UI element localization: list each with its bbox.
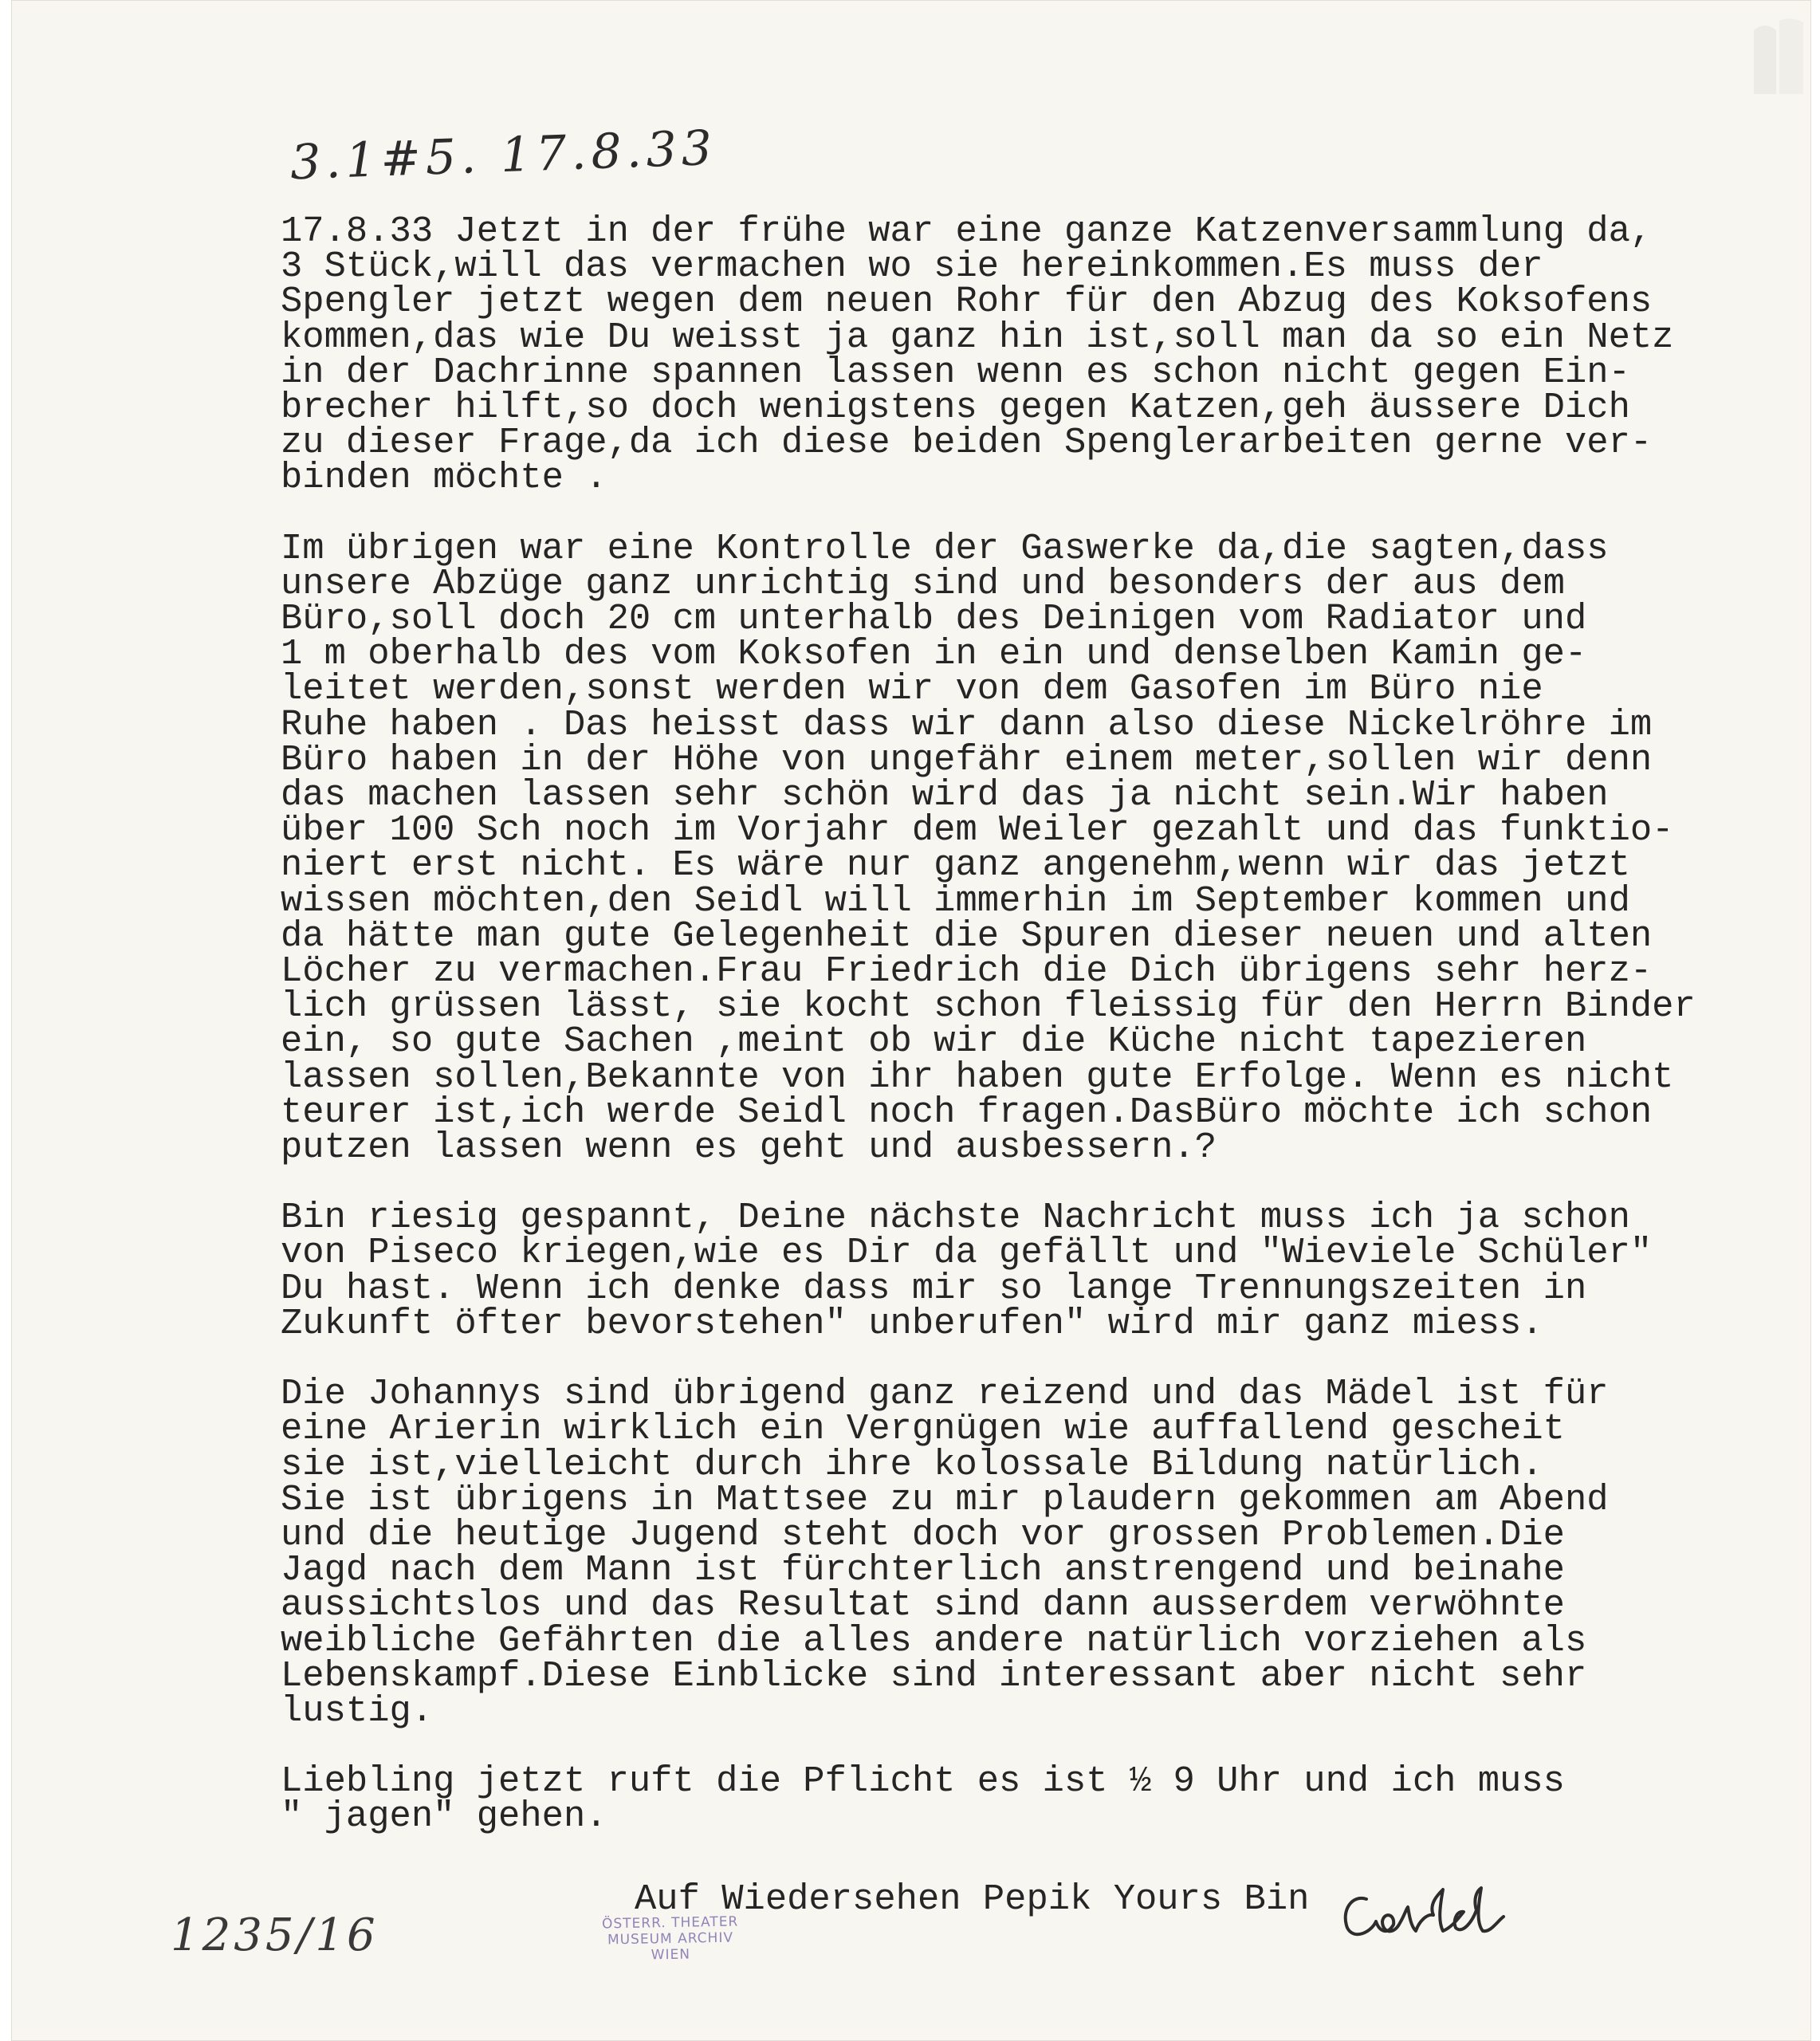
stamp-line: ÖSTERR. THEATER bbox=[601, 1913, 739, 1933]
text-line: Zukunft öfter bevorstehen" unberufen" wird mir ganz miess. bbox=[281, 1302, 1543, 1344]
text-line: Jagd nach dem Mann ist fürchterlich anstrengend und beinahe bbox=[281, 1549, 1565, 1591]
text-line: lassen sollen,Bekannte von ihr haben gute Erfolge. Wenn es nicht bbox=[281, 1056, 1674, 1098]
text-line: 17.8.33 Jetzt in der frühe war eine ganze Katzenversammlung da, bbox=[281, 210, 1653, 252]
text-line: zu dieser Frage,da ich diese beiden Spenglerarbeiten gerne ver- bbox=[281, 422, 1653, 464]
text-line: von Piseco kriegen,wie es Dir da gefällt und "Wieviele Schüler" bbox=[281, 1232, 1653, 1274]
text-line: lich grüssen lässt, sie kocht schon fleissig für den Herrn Binder bbox=[281, 985, 1696, 1028]
text-line: teurer ist,ich werde Seidl noch fragen.DasBüro möchte ich schon bbox=[281, 1091, 1653, 1133]
text-line: niert erst nicht. Es wäre nur ganz angenehm,wenn wir das jetzt bbox=[281, 844, 1630, 887]
text-line: Sie ist übrigens in Mattsee zu mir plaudern gekommen am Abend bbox=[281, 1478, 1609, 1520]
text-line: und die heutige Jugend steht doch vor grossen Problemen.Die bbox=[281, 1513, 1565, 1555]
text-line: " jagen" gehen. bbox=[281, 1795, 607, 1838]
museum-stamp bbox=[554, 1913, 786, 1964]
archive-reference-top: 3.1#5. 17.8.33 bbox=[289, 120, 718, 191]
text-line: das machen lassen sehr schön wird das ja nicht sein.Wir haben bbox=[281, 774, 1609, 816]
text-line: Ruhe haben . Das heisst dass wir dann also diese Nickelröhre im bbox=[281, 703, 1653, 745]
text-line: Lebenskampf.Diese Einblicke sind interessant aber nicht sehr bbox=[281, 1654, 1587, 1697]
text-line: eine Arierin wirklich ein Vergnügen wie auffallend gescheit bbox=[281, 1408, 1565, 1450]
closing-line: Auf Wiedersehen Pepik Yours Bin bbox=[635, 1878, 1310, 1920]
text-line: Liebling jetzt ruft die Pflicht es ist ½ 9 Uhr und ich muss bbox=[281, 1760, 1565, 1803]
text-line: über 100 Sch noch im Vorjahr dem Weiler gezahlt und das funktio- bbox=[281, 809, 1674, 851]
text-line: Löcher zu vermachen.Frau Friedrich die Dich übrigens sehr herz- bbox=[281, 950, 1653, 993]
letter-body bbox=[281, 210, 1795, 1870]
stamp-line: WIEN bbox=[651, 1946, 691, 1964]
text-line: Im übrigen war eine Kontrolle der Gaswerke da,die sagten,dass bbox=[281, 527, 1609, 569]
text-line: Büro haben in der Höhe von ungefähr einem meter,sollen wir denn bbox=[281, 738, 1653, 781]
text-line: Büro,soll doch 20 cm unterhalb des Deinigen vom Radiator und bbox=[281, 598, 1587, 640]
paragraph-3 bbox=[281, 1197, 1795, 1344]
paragraph-4 bbox=[281, 1373, 1795, 1732]
text-line: Spengler jetzt wegen dem neuen Rohr für den Abzug des Koksofens bbox=[281, 281, 1653, 323]
text-line: ein, so gute Sachen ,meint ob wir die Küche nicht tapezieren bbox=[281, 1020, 1587, 1063]
paragraph-5 bbox=[281, 1760, 1795, 1838]
text-line: in der Dachrinne spannen lassen wenn es schon nicht gegen Ein- bbox=[281, 351, 1630, 393]
text-line: unsere Abzüge ganz unrichtig sind und besonders der aus dem bbox=[281, 562, 1565, 604]
text-line: binden möchte . bbox=[281, 457, 607, 499]
text-line: putzen lassen wenn es geht und ausbessern.? bbox=[281, 1127, 1217, 1169]
letter-sheet bbox=[11, 0, 1811, 2041]
text-line: weibliche Gefährten die alles andere natürlich vorziehen als bbox=[281, 1619, 1587, 1662]
archive-reference-bottom: 1235/16 bbox=[171, 1909, 379, 1961]
text-line: Bin riesig gespannt, Deine nächste Nachricht muss ich ja schon bbox=[281, 1197, 1630, 1239]
text-line: 3 Stück,will das vermachen wo sie hereinkommen.Es muss der bbox=[281, 246, 1543, 288]
text-line: Du hast. Wenn ich denke dass mir so lange Trennungszeiten in bbox=[281, 1267, 1587, 1309]
text-line: lustig. bbox=[281, 1689, 434, 1732]
text-line: da hätte man gute Gelegenheit die Spuren dieser neuen und alten bbox=[281, 914, 1653, 957]
text-line: sie ist,vielleicht durch ihre kolossale Bildung natürlich. bbox=[281, 1443, 1543, 1485]
text-line: brecher hilft,so doch wenigstens gegen Katzen,geh äussere Dich bbox=[281, 387, 1630, 429]
text-line: kommen,das wie Du weisst ja ganz hin ist,soll man da so ein Netz bbox=[281, 316, 1674, 358]
text-line: aussichtslos und das Resultat sind dann ausserdem verwöhnte bbox=[281, 1584, 1565, 1626]
stamp-line: MUSEUM ARCHIV bbox=[607, 1929, 734, 1949]
text-line: 1 m oberhalb des vom Koksofen in ein und denselben Kamin ge- bbox=[281, 633, 1587, 675]
text-line: leitet werden,sonst werden wir von dem Gasofen im Büro nie bbox=[281, 668, 1543, 710]
text-line: wissen möchten,den Seidl will immerhin im September kommen und bbox=[281, 879, 1630, 922]
fold-mark bbox=[1751, 14, 1806, 102]
paragraph-1 bbox=[281, 210, 1795, 499]
signature bbox=[1336, 1875, 1511, 1949]
text-line: Die Johannys sind übrigend ganz reizend und das Mädel ist für bbox=[281, 1373, 1609, 1415]
paragraph-2 bbox=[281, 527, 1795, 1169]
